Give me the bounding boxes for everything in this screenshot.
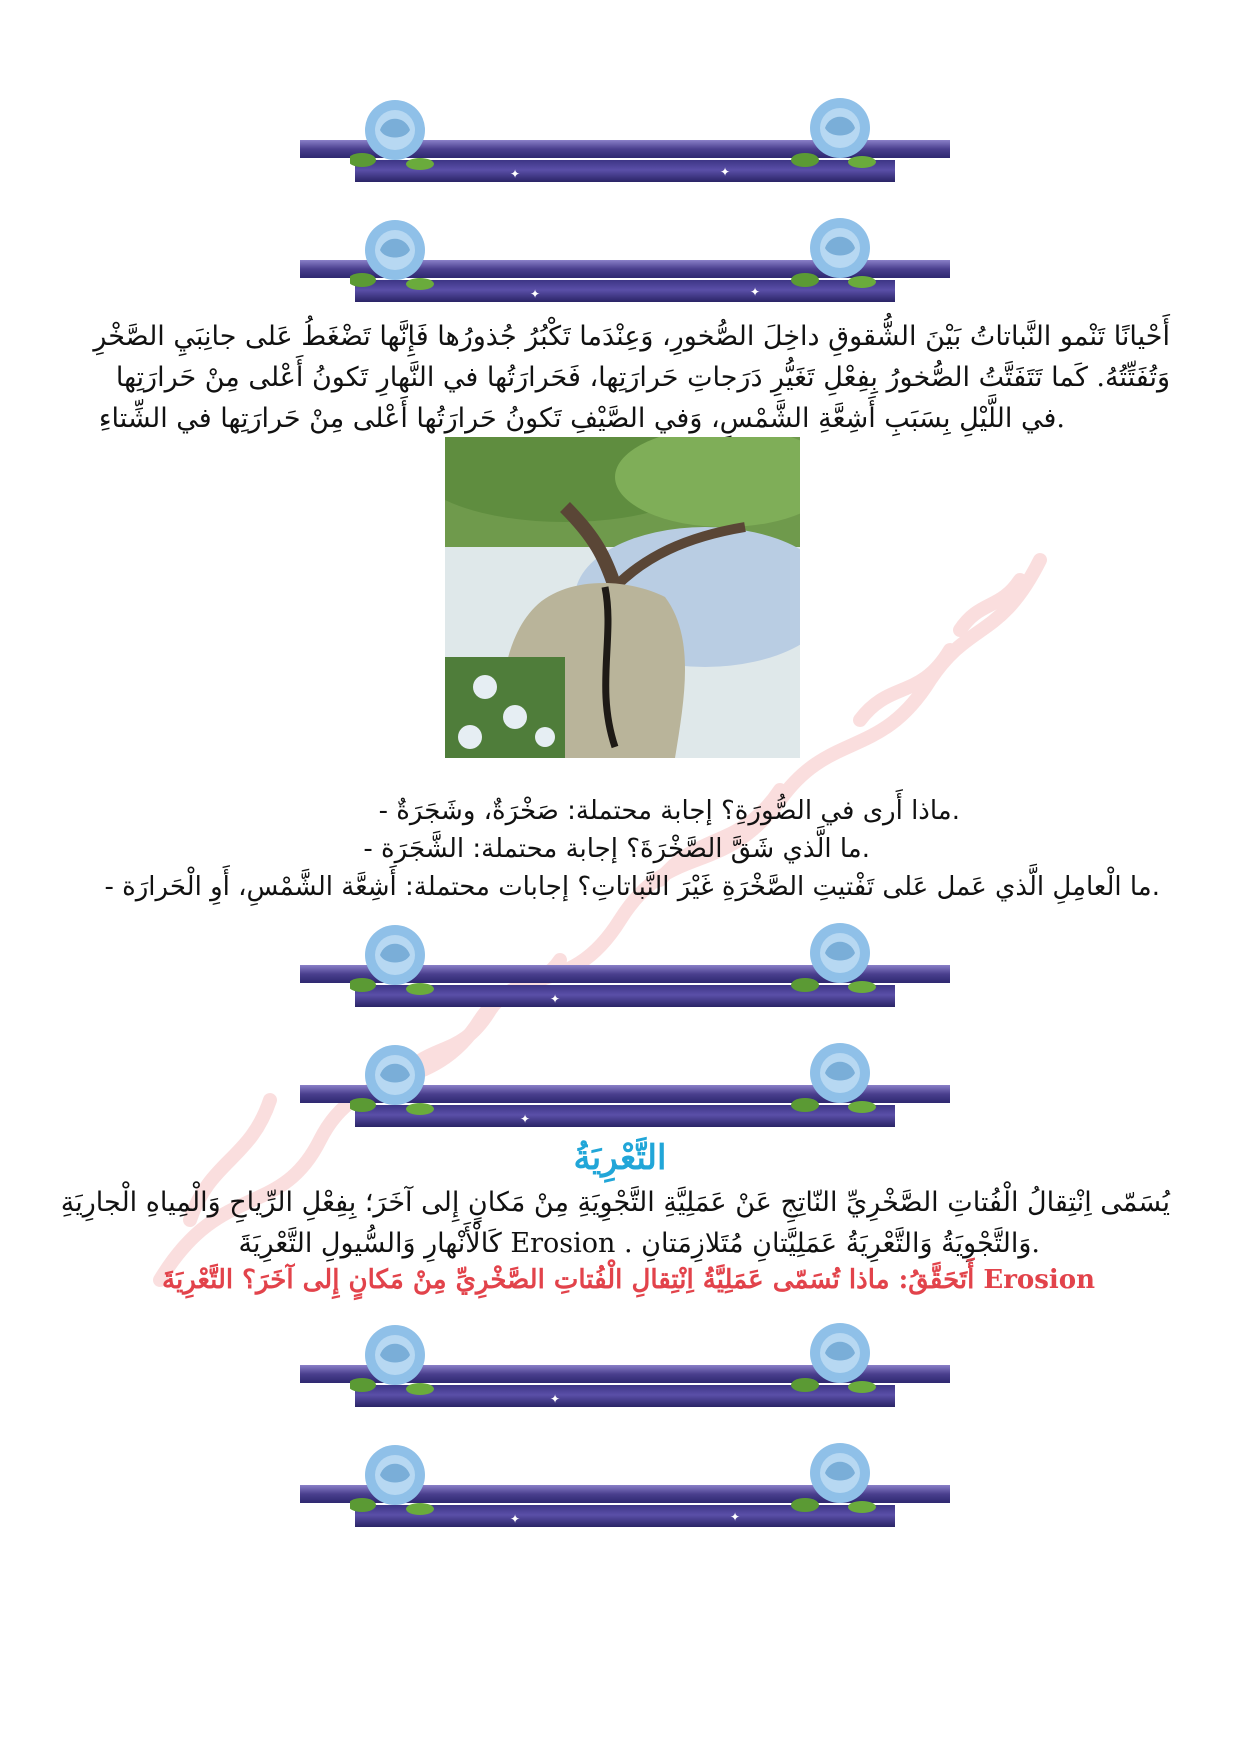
divider-rose-2 <box>300 210 950 310</box>
blue-rose-icon <box>350 1315 440 1395</box>
blue-rose-icon <box>790 210 880 290</box>
questions-list <box>70 792 1170 906</box>
sparkle-icon: ✦ <box>750 285 761 299</box>
blue-rose-icon <box>350 210 440 290</box>
intro-paragraph <box>60 316 1170 439</box>
section-heading: التَّعْرِيَةُ <box>573 1138 667 1178</box>
question-line: .ما الْعامِلِ الَّذي عَمل عَلى تَفْتيتِ الصَّخْرَةِ غَيْرَ النَّباتاتِ؟ إجابات محتملة: أَشِعَّة الشَّمْسِ، أَوِ الْحَرارَة - <box>104 872 1160 902</box>
blue-rose-icon <box>790 1035 880 1115</box>
divider-rose-1 <box>300 90 950 190</box>
paragraph-line: أَحْيانًا تَنْمو النَّباتاتُ بَيْنَ الشُّقوقِ داخِلَ الصُّخورِ، وَعِنْدَما تَكْبُرُ جُذورُها فَإِنَّها تَضْغَطُ عَلى جانِبَيِ الصَّخْرِ <box>93 321 1170 352</box>
blue-rose-icon <box>790 1435 880 1515</box>
check-question: Erosion أَتَحَقَّقُ: ماذا تُسَمّى عَمَلِيَّةُ اِنْتِقالِ الْفُتاتِ الصَّخْرِيِّ مِنْ مَكانٍ إِلى آخَرَ؟ التَّعْرِيَةَ <box>162 1265 1095 1295</box>
sparkle-icon: ✦ <box>730 1510 741 1524</box>
paragraph-line: .وَالتَّجْوِيَةُ وَالتَّعْرِيَةُ عَمَلِيَّتانِ مُتَلازِمَتانِ . Erosion كَالْأَنْهارِ وَالسُّيولِ التَّعْرِيَةَ <box>238 1228 1040 1259</box>
blue-rose-icon <box>790 90 880 170</box>
paragraph-line: وَتُفَتِّتُهُ. كَما تَتَفَتَّتُ الصُّخورُ بِفِعْلِ تَغَيُّرِ دَرَجاتِ حَرارَتِها، فَحَرارَتُها في النَّهارِ تَكونُ أَعْلى مِنْ حَرارَتِها <box>115 362 1170 393</box>
blue-rose-icon <box>350 90 440 170</box>
blue-rose-icon <box>350 1435 440 1515</box>
question-line: .ما الَّذي شَقَّ الصَّخْرَةَ؟ إجابة محتملة: الشَّجَرَة - <box>363 834 870 864</box>
erosion-paragraph <box>60 1182 1170 1264</box>
sparkle-icon: ✦ <box>510 167 521 181</box>
blue-rose-icon <box>350 1035 440 1115</box>
tree-rock-photo <box>445 437 800 758</box>
sparkle-icon: ✦ <box>520 1112 531 1126</box>
paragraph-line: .في اللَّيْلِ بِسَبَبِ أَشِعَّةِ الشَّمْسِ، وَفي الصَّيْفِ تَكونُ حَرارَتُها أَعْلى مِنْ حَرارَتِها في الشِّتاءِ <box>98 403 1065 434</box>
sparkle-icon: ✦ <box>510 1512 521 1526</box>
sparkle-icon: ✦ <box>550 1392 561 1406</box>
divider-rose-4 <box>300 1035 950 1135</box>
divider-rose-3 <box>300 915 950 1015</box>
blue-rose-icon <box>350 915 440 995</box>
paragraph-line: يُسَمّى اِنْتِقالُ الْفُتاتِ الصَّخْرِيِّ النّاتِجِ عَنْ عَمَلِيَّةِ التَّجْوِيَةِ مِنْ مَكانٍ إِلى آخَرَ؛ بِفِعْلِ الرِّياحِ وَالْمِياهِ الْجارِيَةِ <box>60 1187 1170 1218</box>
question-line: .ماذا أَرى في الصُّورَةِ؟ إجابة محتملة: صَخْرَةٌ، وشَجَرَةٌ - <box>378 796 960 826</box>
blue-rose-icon <box>790 915 880 995</box>
divider-rose-5 <box>300 1315 950 1415</box>
divider-rose-6 <box>300 1435 950 1535</box>
sparkle-icon: ✦ <box>530 287 541 301</box>
blue-rose-icon <box>790 1315 880 1395</box>
sparkle-icon: ✦ <box>720 165 731 179</box>
sparkle-icon: ✦ <box>550 992 561 1006</box>
